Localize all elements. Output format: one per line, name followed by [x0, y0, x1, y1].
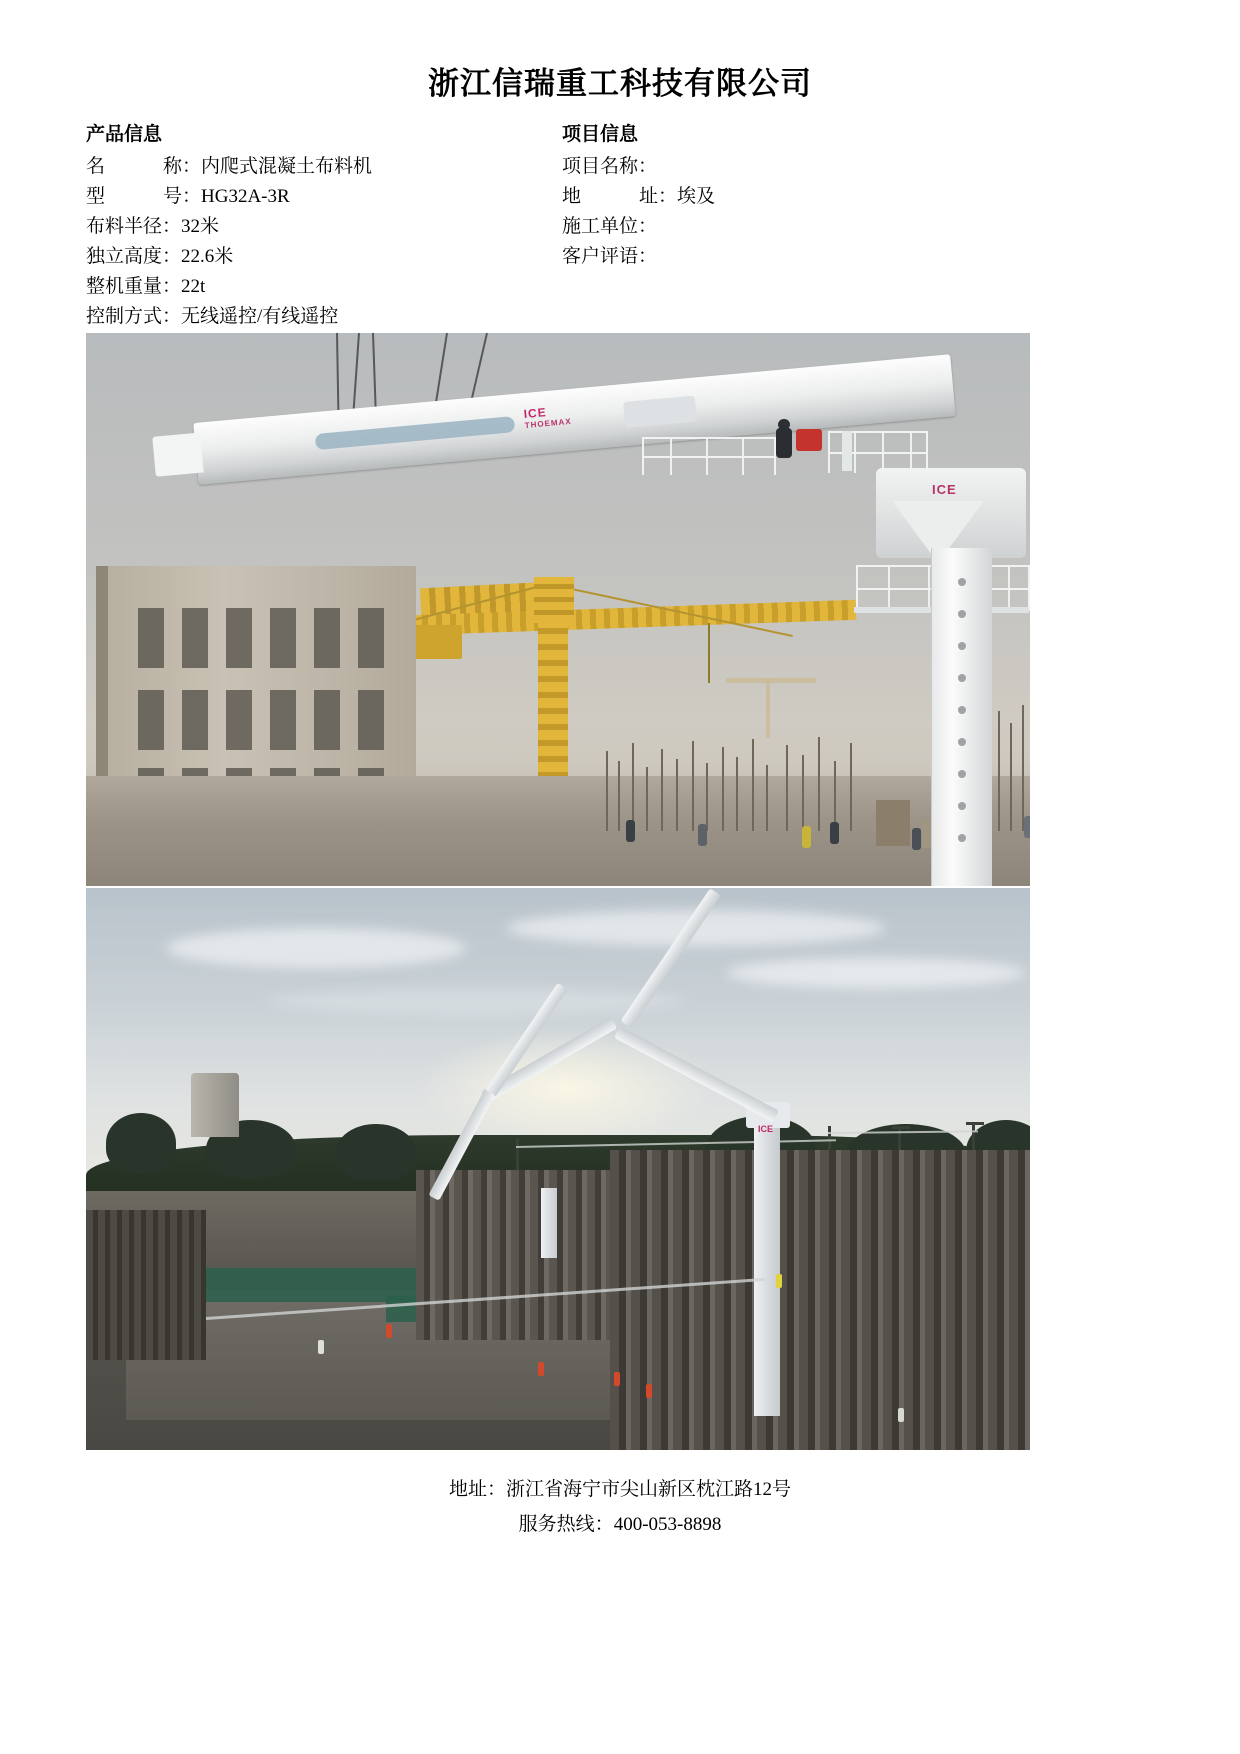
- footer-address-line: [0, 1472, 1240, 1507]
- photo-placing-boom-lift: [86, 333, 1030, 886]
- product-sep-name: ：: [182, 156, 202, 177]
- footer-address-label: 地址: [448, 1479, 487, 1500]
- project-info-heading: 项目信息: [562, 124, 639, 145]
- boom-hydraulic-cylinder: [315, 416, 516, 450]
- distant-crane-mast: [766, 678, 770, 738]
- product-sep-radius: ：: [162, 216, 182, 237]
- product-value-model: HG32A-3R: [201, 186, 290, 207]
- photo-excavation-site: [86, 888, 1030, 1450]
- product-row-name: [86, 152, 546, 182]
- tower-crane-apex: [534, 577, 574, 623]
- distant-crane-jib: [726, 678, 816, 683]
- product-row-radius: [86, 212, 546, 242]
- boom-mast: [754, 1116, 780, 1416]
- product-label-name: 名 称: [86, 156, 182, 177]
- footer-hotline-value: 400-053-8898: [613, 1514, 722, 1535]
- page-title: 浙江信瑞重工科技有限公司: [428, 66, 812, 101]
- operator-equipment-box: [796, 429, 822, 451]
- project-info-block: [562, 122, 992, 272]
- tower-crane-hoist-line: [708, 623, 710, 683]
- footer-hotline-sep: ：: [594, 1514, 614, 1535]
- sheet-pile-wall-right: [610, 1150, 1030, 1450]
- project-sep-name: ：: [638, 156, 658, 177]
- project-value-address: 埃及: [677, 186, 716, 207]
- project-label-contractor: 施工单位: [562, 216, 639, 237]
- footer-hotline-label: 服务热线: [518, 1514, 595, 1535]
- project-label-comment: 客户评语: [562, 246, 639, 267]
- boom-tip: [152, 433, 203, 477]
- project-row-address: [562, 182, 992, 212]
- project-label-address: 地 址: [562, 186, 658, 207]
- brand-logo-subtext: THOEMAX: [524, 416, 572, 431]
- product-value-height: 22.6米: [181, 246, 234, 267]
- brand-logo-ice: [523, 403, 572, 430]
- product-value-radius: 32米: [181, 216, 220, 237]
- platform-handrail-left: [642, 437, 776, 475]
- project-row-name: [562, 152, 992, 182]
- product-row-weight: [86, 272, 546, 302]
- water-tower: [191, 1073, 239, 1137]
- product-label-control: 控制方式: [86, 306, 163, 327]
- project-label-name: 项目名称: [562, 156, 639, 177]
- project-sep-comment: ：: [638, 246, 658, 267]
- footer: [0, 1472, 1240, 1542]
- project-sep-contractor: ：: [638, 216, 658, 237]
- product-row-control: [86, 302, 546, 332]
- operator-head: [778, 419, 790, 430]
- head-brand-logo: ICE: [932, 482, 957, 497]
- product-sep-control: ：: [162, 306, 182, 327]
- product-value-name: 内爬式混凝土布料机: [201, 156, 373, 177]
- footer-address-sep: ：: [486, 1479, 506, 1500]
- product-sep-height: ：: [162, 246, 182, 267]
- product-value-weight: 22t: [181, 276, 206, 297]
- product-sep-weight: ：: [162, 276, 182, 297]
- product-label-height: 独立高度: [86, 246, 163, 267]
- product-value-control: 无线遥控/有线遥控: [181, 306, 339, 327]
- product-row-height: [86, 242, 546, 272]
- operator-body: [776, 428, 792, 458]
- product-label-model: 型 号: [86, 186, 182, 207]
- mast-ladder-post: [842, 431, 852, 471]
- climbing-mast: [931, 548, 992, 886]
- project-sep-address: ：: [658, 186, 678, 207]
- tower-crane-cab: [414, 625, 462, 659]
- project-row-contractor: [562, 212, 992, 242]
- product-row-model: [86, 182, 546, 212]
- product-sep-model: ：: [182, 186, 202, 207]
- product-label-weight: 整机重量: [86, 276, 163, 297]
- sheet-pile-wall-left: [86, 1210, 206, 1360]
- brand-logo-text: ICE: [523, 405, 548, 422]
- boom-joint: [623, 396, 697, 428]
- product-info-block: [86, 122, 546, 332]
- product-info-heading: 产品信息: [86, 124, 163, 145]
- footer-hotline-line: [0, 1507, 1240, 1542]
- boom-delivery-pipe: [541, 1188, 557, 1258]
- project-row-comment: [562, 242, 992, 272]
- site-crate: [876, 800, 910, 846]
- footer-address-value: 浙江省海宁市尖山新区枕江路12号: [506, 1479, 792, 1500]
- product-label-radius: 布料半径: [86, 216, 163, 237]
- boom-brand-mark: ICE: [758, 1124, 774, 1134]
